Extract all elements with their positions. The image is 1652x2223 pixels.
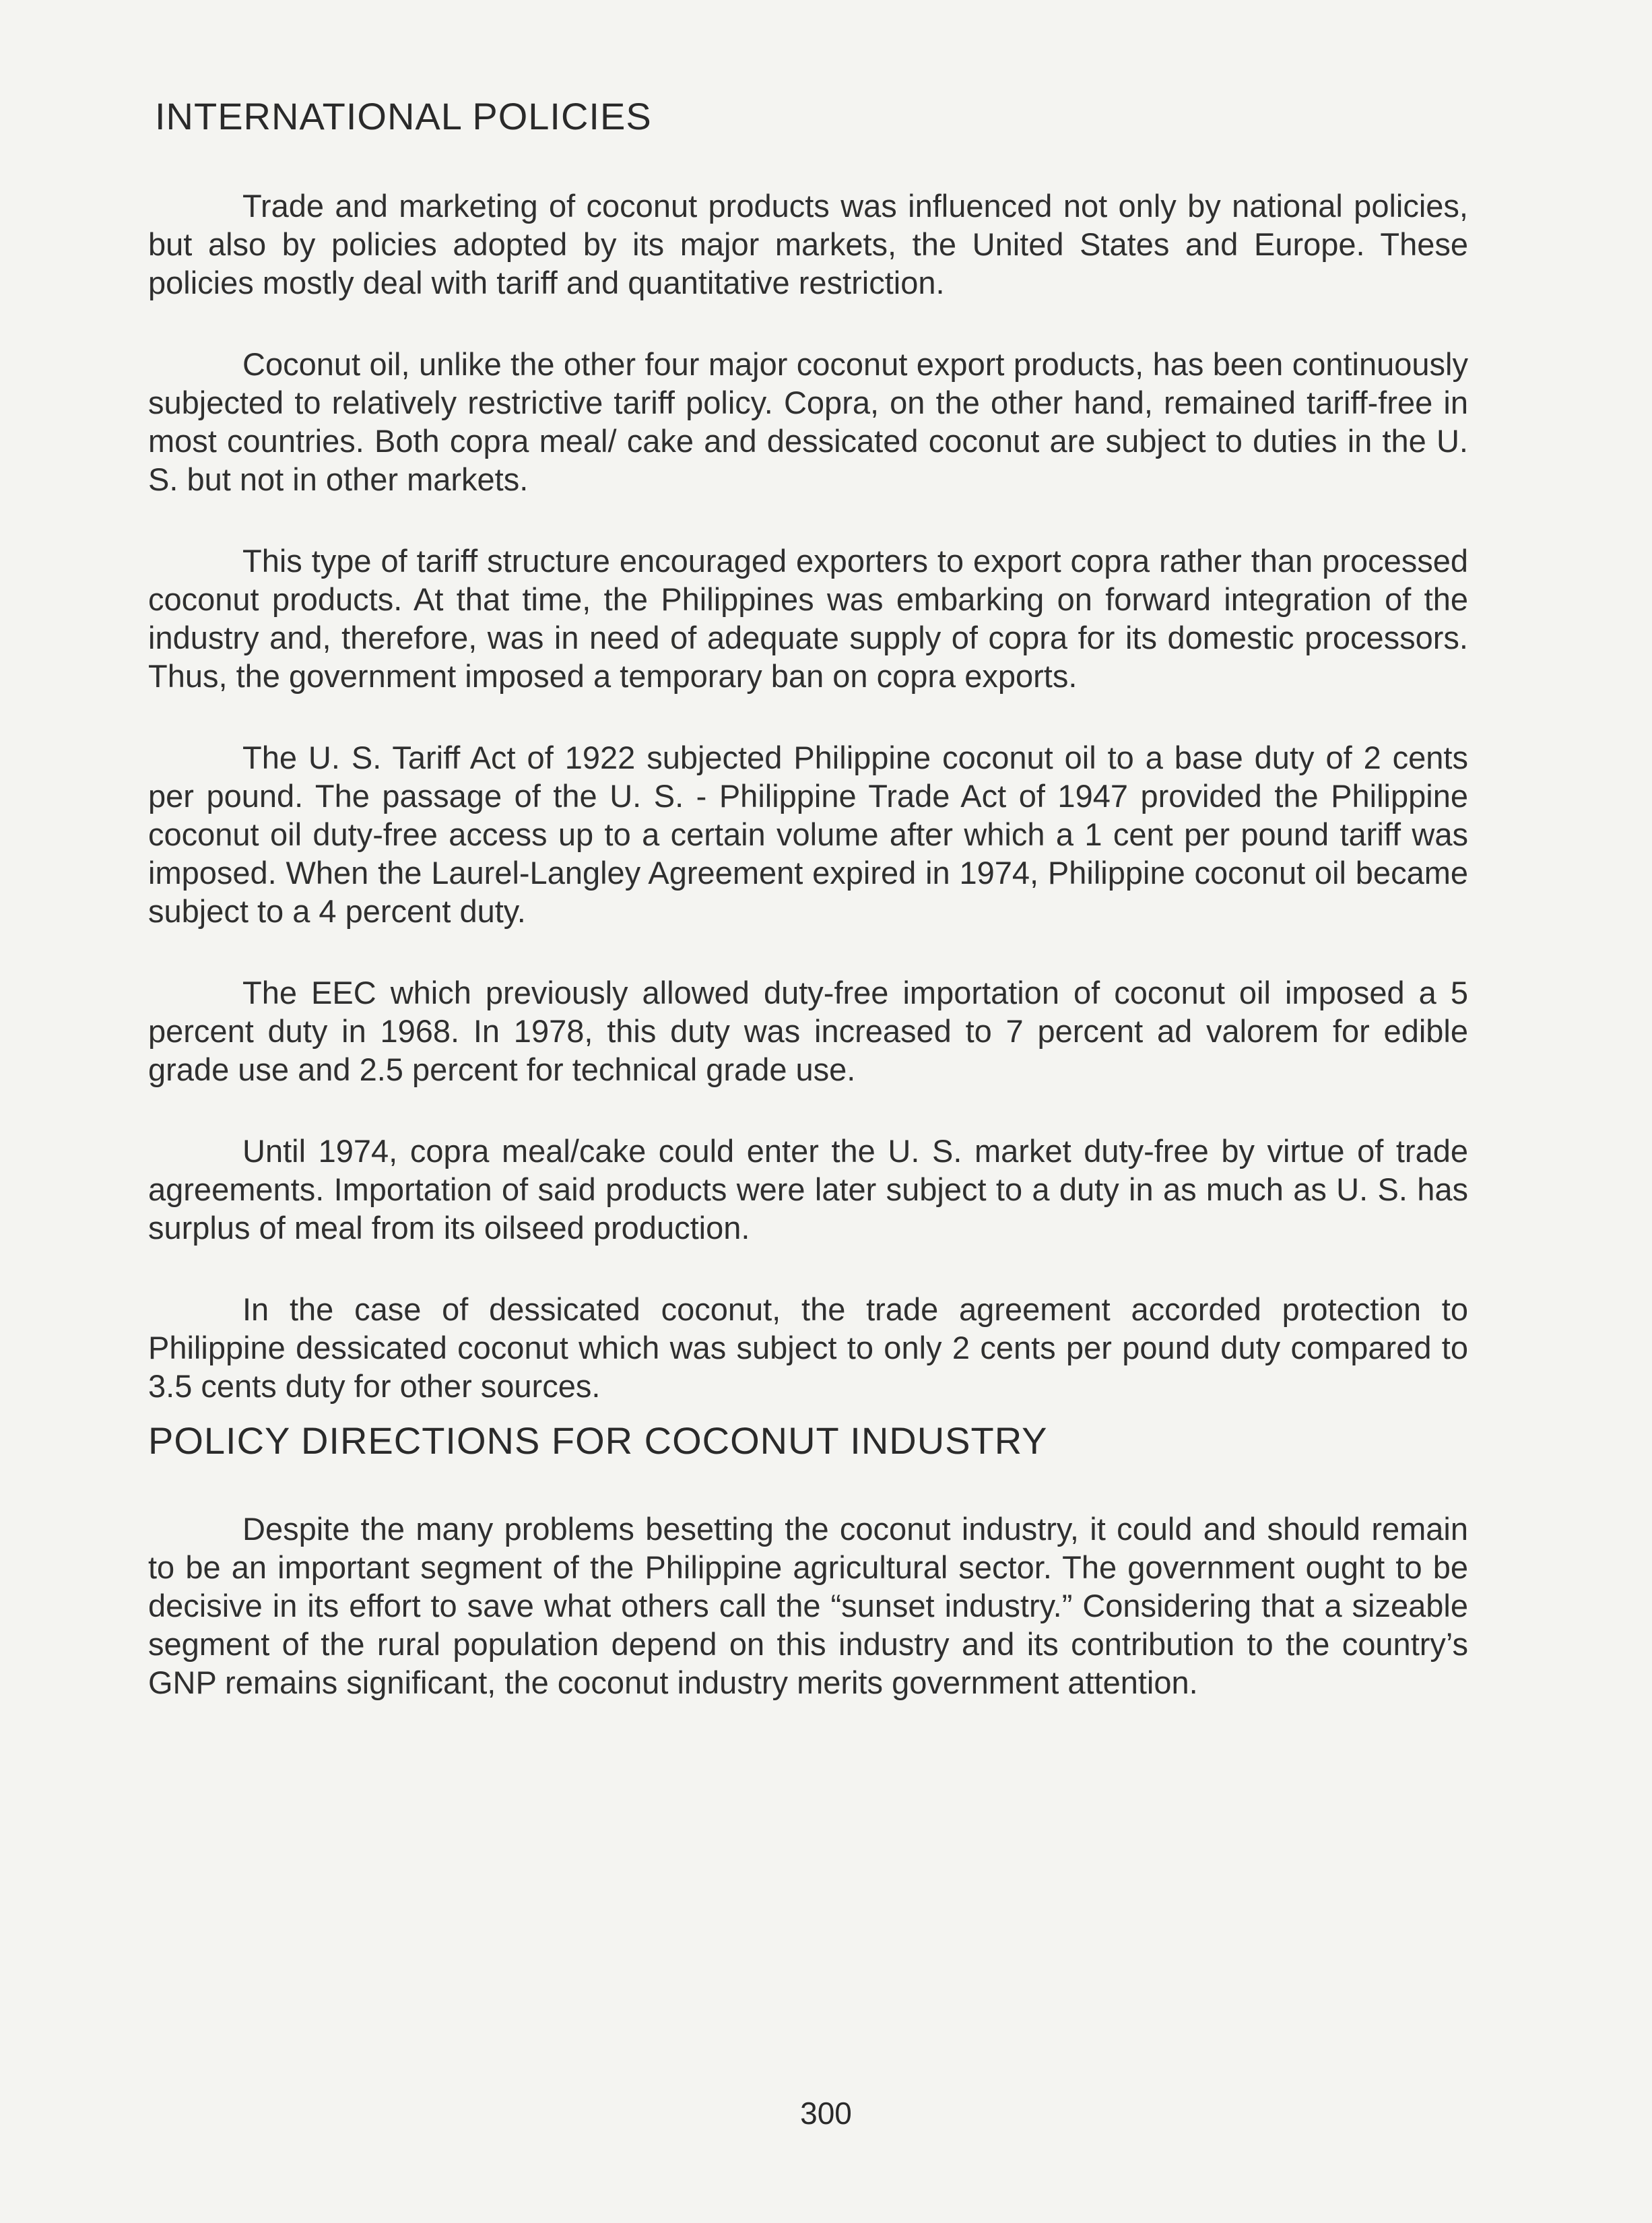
- paragraph: Coconut oil, unlike the other four major coconut export products, has been continuously subjected to relatively restrictive tariff policy. Copra, on the other hand, remained tariff-free in most countries. Both copra meal/ cake and dessicated coconut are subject to duties in the U. S. but not in other markets.: [148, 346, 1468, 497]
- section-policy-directions: [148, 1419, 1468, 1702]
- paragraph: In the case of dessicated coconut, the trade agreement accorded protection to Philippine dessicated coconut which was subject to only 2 cents per pound duty compared to 3.5 cents duty for other sources.: [148, 1291, 1468, 1404]
- paragraph: Trade and marketing of coconut products was influenced not only by national policies, but also by policies adopted by its major markets, the United States and Europe. These policies mostly deal with tariff and quantitative restriction.: [148, 188, 1468, 300]
- section-heading: INTERNATIONAL POLICIES: [155, 95, 652, 137]
- paragraph: The EEC which previously allowed duty-free importation of coconut oil imposed a 5 percent duty in 1968. In 1978, this duty was increased to 7 percent ad valorem for edible grade use and 2.5 percent for technical grade use.: [148, 975, 1468, 1087]
- section-heading: POLICY DIRECTIONS FOR COCONUT INDUSTRY: [148, 1419, 1048, 1462]
- section-international-policies: [148, 94, 1468, 1405]
- paragraph: This type of tariff structure encouraged exporters to export copra rather than processed coconut products. At that time, the Philippines was embarking on forward integration of the industry and, therefore, was in need of adequate supply of copra for its domestic processors. Thus, the government imposed a temporary ban on copra exports.: [148, 543, 1468, 694]
- page-content: [148, 94, 1468, 1702]
- page-number: 300: [800, 2096, 852, 2131]
- paragraph: Despite the many problems besetting the coconut industry, it could and should remain to be an important segment of the Philippine agricultural sector. The government ought to be decisive in its effort to save what others call the “sunset industry.” Considering that a sizeable segment of the rural population depend on this industry and its contribution to the country’s GNP remains significant, the coconut industry merits government attention.: [148, 1511, 1468, 1700]
- paragraph: The U. S. Tariff Act of 1922 subjected Philippine coconut oil to a base duty of 2 cents per pound. The passage of the U. S. - Philippine Trade Act of 1947 provided the Philippine coconut oil duty-free access up to a certain volume after which a 1 cent per pound tariff was imposed. When the Laurel-Langley Agreement expired in 1974, Philippine coconut oil became subject to a 4 percent duty.: [148, 740, 1468, 929]
- paragraph: Until 1974, copra meal/cake could enter the U. S. market duty-free by virtue of trade agreements. Importation of said products were later subject to a duty in as much as U. S. has surplus of meal from its oilseed production.: [148, 1133, 1468, 1246]
